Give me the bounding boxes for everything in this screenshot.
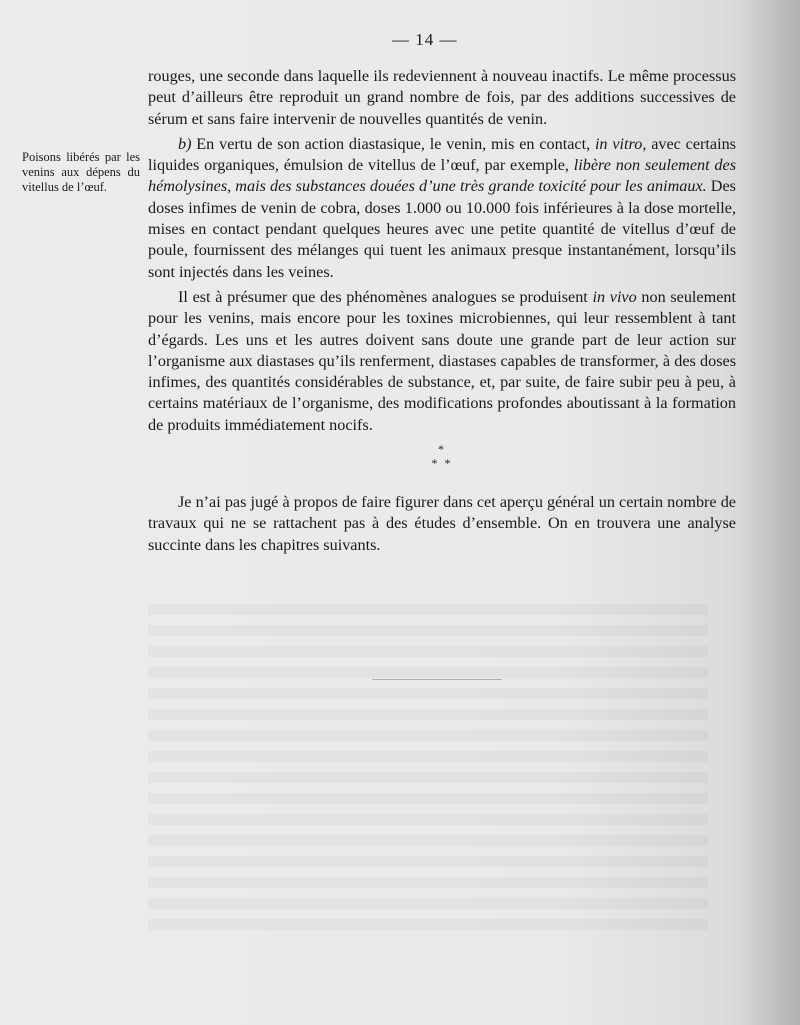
paragraph-2-text-2: , avec certains liquides organiques, émulsion de vitellus de l’œuf, par exemple, [148, 134, 736, 175]
page-number: — 14 — [392, 30, 458, 49]
paragraph-3-text-1: Il est à présumer que des phénomènes analogues se produisent [178, 287, 593, 306]
paragraph-3-italic-1: in vivo [592, 287, 637, 306]
page-edge-shadow [740, 0, 800, 1025]
body-text [148, 66, 736, 556]
paragraph-3-text-2: non seulement pour les venins, mais encore pour les toxines microbiennes, qui leur ressemblent à tant d’égards. Les uns et les autres doivent sans doute une grande part de leur action sur l’organisme aux diastases qu’ils renferment, diastases capables de transformer, à des doses infimes, des quantités considérables de substance, et, par suite, de faire subir peu à peu, à certains matériaux de l’organisme, des modifications profondes aboutissant à la formation de produits immédiatement nocifs. [148, 287, 736, 434]
paragraph-4: Je n’ai pas jugé à propos de faire figurer dans cet aperçu général un certain nombre de travaux qui ne se rattachent pas à des études d’ensemble. On en trouvera une analyse succinte dans les chapitres suivants. [148, 493, 736, 554]
paragraph-2-text-3: Des doses infimes de venin de cobra, doses 1.000 ou 10.000 fois inférieures à la dose mortelle, mises en contact pendant quelques heures avec une petite quantité de vitellus d’œuf de poule, fournissent des mélanges qui tuent les animaux presque instantanément, lorsqu’ils sont injectés dans les veines. [148, 177, 736, 281]
bleed-through-text [148, 600, 708, 930]
paragraph-2-italic-2: libère non seulement des hémolysines, mais des substances douées d’une très grande toxicité pour les animaux. [148, 156, 737, 196]
paragraph-1: rouges, une seconde dans laquelle ils redeviennent à nouveau inactifs. Le même processus peut d’ailleurs être reproduit un grand nombre de fois, par des additions successives de sérum et sans faire intervenir de nouvelles quantités de venin. [148, 67, 736, 128]
paragraph-2-text-1: En vertu de son action diastasique, le venin, mis en contact, [191, 134, 595, 153]
paragraph-2 [148, 134, 736, 283]
paragraph-3 [148, 287, 736, 436]
margin-note: Poisons libérés par les venins aux dépens du vitellus de l’œuf. [22, 150, 140, 194]
paragraph-2-label: b) [178, 134, 192, 153]
asterism-separator: * * * [431, 442, 453, 471]
paragraph-2-italic-1: in vitro [594, 134, 643, 153]
bleed-through-rule [372, 679, 502, 680]
